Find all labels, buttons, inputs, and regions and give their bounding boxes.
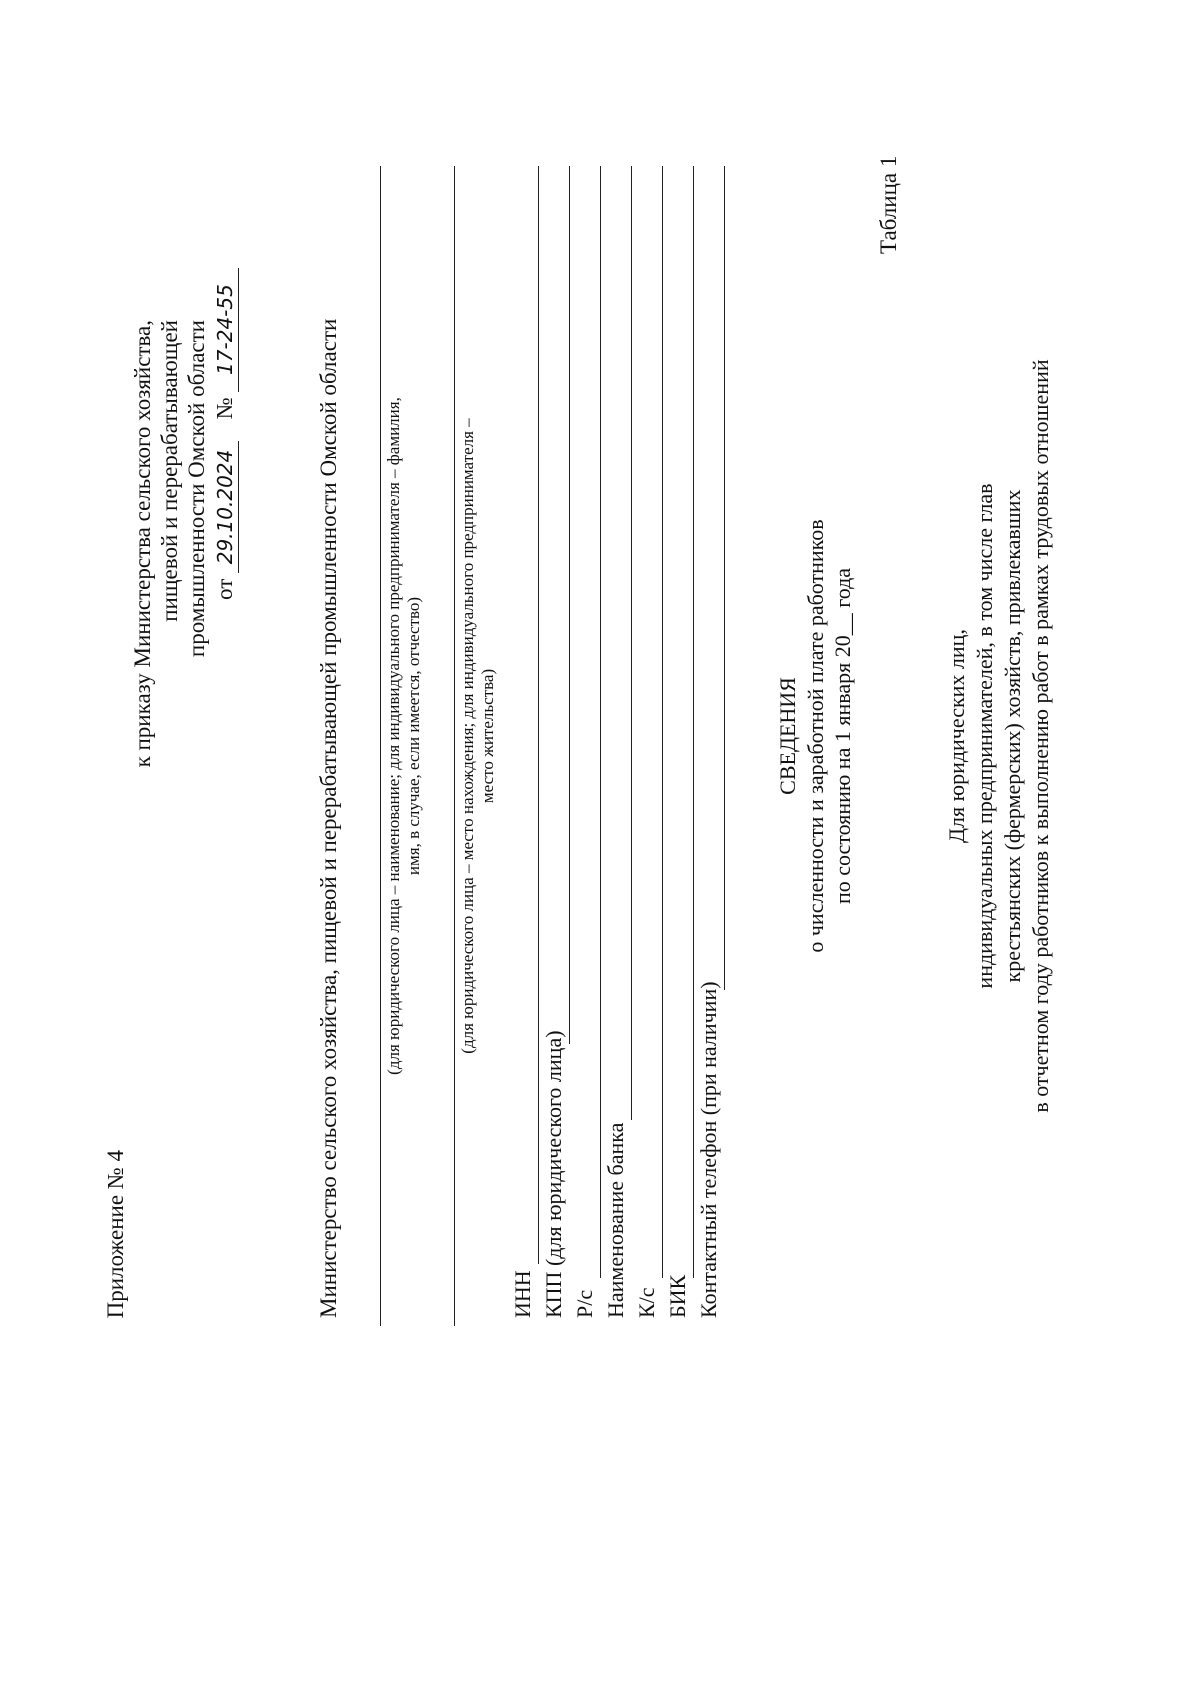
bik-field-line (693, 166, 694, 1278)
appendix-number: Приложение № 4 (103, 1150, 128, 1319)
bank-field-line (631, 166, 632, 1120)
number-prefix: № (212, 397, 237, 420)
inn-field-line (538, 166, 539, 1264)
ks-field-line (662, 166, 663, 1278)
footer-line-2: индивидуальных предпринимателей, в том числе глав (972, 483, 997, 989)
rs-label: Р/с (572, 1289, 597, 1318)
location-field-line (454, 166, 455, 1326)
phone-field-line (724, 166, 725, 990)
kpp-field-line (569, 166, 570, 1044)
footer-line-3: крестьянских (фермерских) хозяйств, привлекавших (1000, 489, 1025, 983)
phone-label: Контактный телефон (при наличии) (696, 981, 721, 1318)
number-field (212, 268, 239, 392)
footer-line-1: Для юридических лиц, (944, 629, 969, 843)
ministry-name: Министерство сельского хозяйства, пищевой и перерабатывающей промышленности Омской области (316, 318, 341, 1318)
location-caption-line-2: место жительства) (478, 668, 497, 804)
appendix-order-line-3: промышленности Омской области (184, 320, 209, 658)
name-caption-line-1: (для юридического лица – наименование; для индивидуального предпринимателя – фамилия, (384, 397, 403, 1075)
bank-label: Наименование банка (603, 1122, 628, 1318)
name-caption-line-2: имя, в случае, если имеется, отчество) (404, 596, 423, 876)
footer-line-4: в отчетном году работников к выполнению работ в рамках трудовых отношений (1028, 359, 1053, 1113)
appendix-order-line: к приказу Министерства сельского хозяйства, (130, 320, 155, 768)
kpp-label: КПП (для юридического лица) (541, 1030, 566, 1318)
date-field (212, 441, 239, 573)
appendix-date-line (212, 268, 239, 600)
title-subtitle: о численности и заработной плате работников (803, 519, 828, 953)
rs-field-line (600, 166, 601, 1278)
handwritten-number: 17-24-55 (213, 284, 237, 375)
handwritten-date: 29.10.2024 (213, 449, 237, 565)
inn-label: ИНН (510, 1270, 535, 1318)
date-prefix: от (212, 578, 237, 600)
ks-label: К/с (634, 1287, 659, 1318)
location-caption-line-1: (для юридического лица – место нахождения; для индивидуального предпринимателя – (458, 418, 477, 1054)
bik-label: БИК (665, 1274, 690, 1318)
table-label: Таблица 1 (876, 155, 901, 254)
title-date-line: по состоянию на 1 января 20__ года (830, 567, 855, 905)
document-title: СВЕДЕНИЯ (775, 677, 800, 795)
appendix-order-line-2: пищевой и перерабатывающей (157, 320, 182, 622)
name-field-line (380, 166, 381, 1326)
